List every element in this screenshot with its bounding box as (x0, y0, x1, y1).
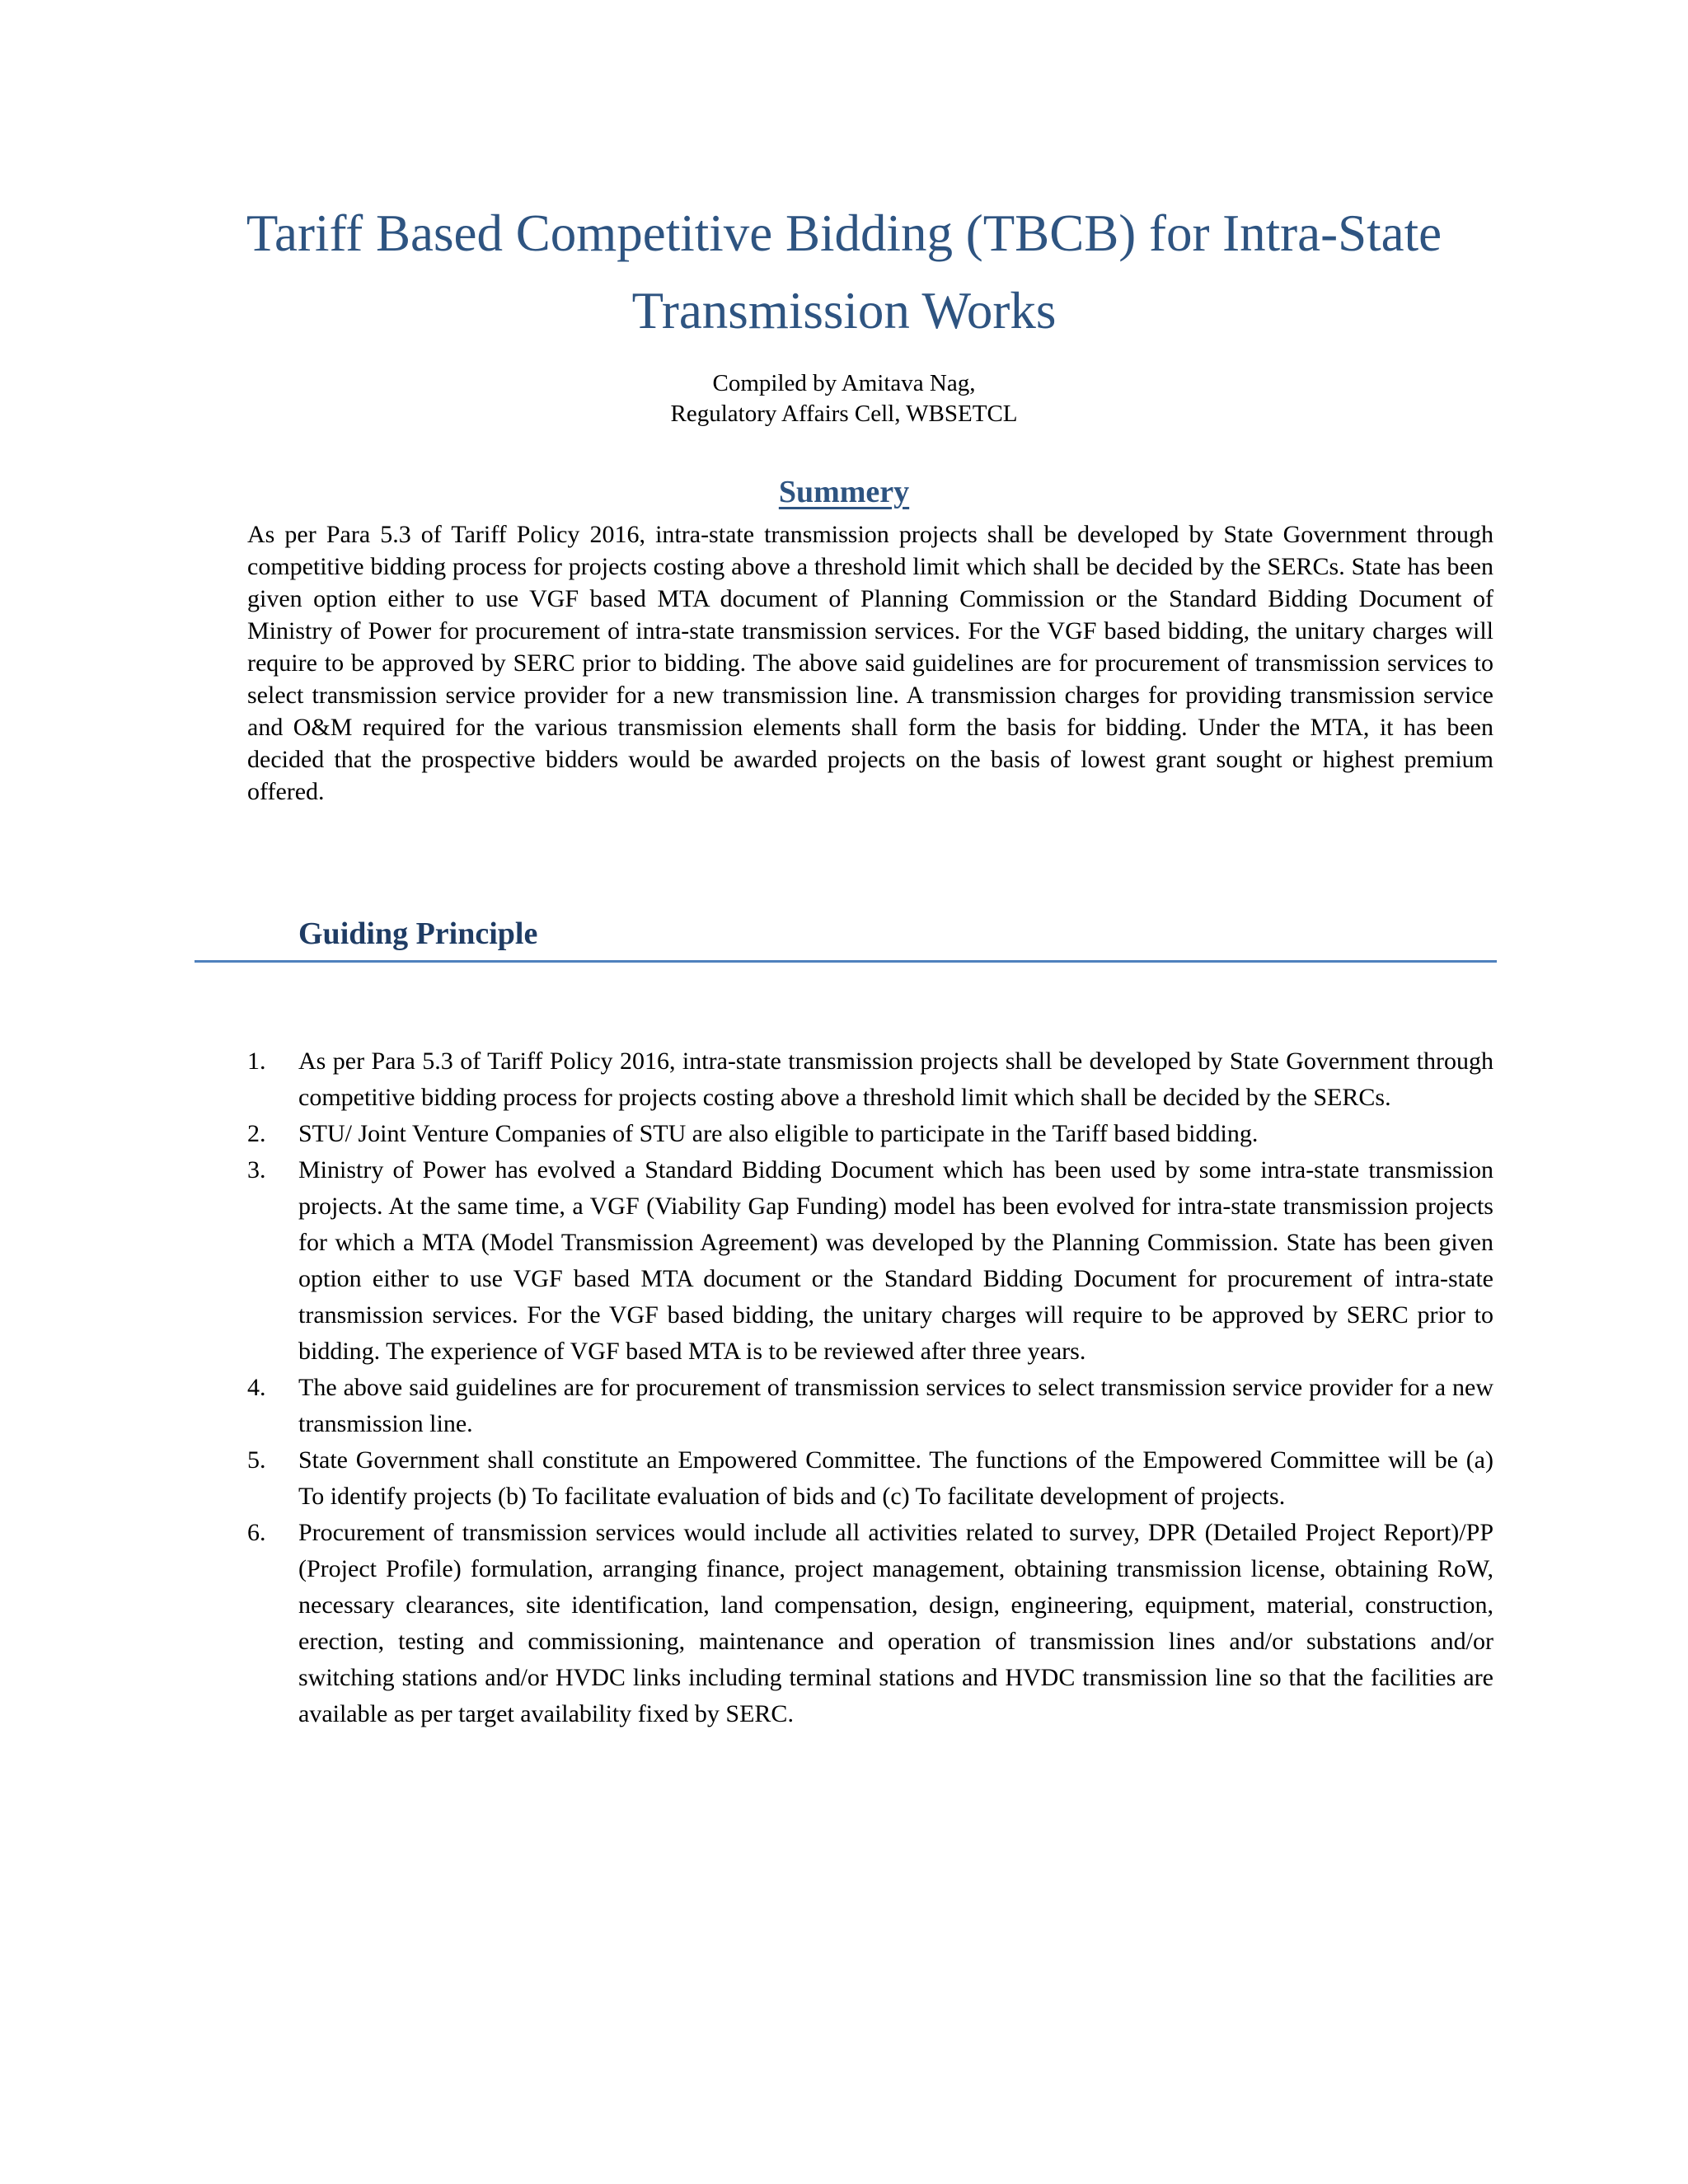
principle-number: 1. (247, 1047, 266, 1075)
principles-list (247, 1043, 1493, 1732)
principle-item (247, 1515, 1493, 1732)
summary-heading: Summery (778, 475, 910, 509)
principle-item (247, 1116, 1493, 1152)
organization: Regulatory Affairs Cell, WBSETCL (670, 401, 1018, 427)
document-title (198, 194, 1490, 349)
document-title-line-2: Transmission Works (631, 282, 1057, 340)
author-credits (528, 368, 1160, 429)
section-divider (195, 960, 1497, 963)
principle-text: State Government shall constitute an Empowered Committee. The functions of the Empowered Committee will be (a) To identify projects (b) To facilitate evaluation of bids and (c) To facilitate development of projects. (298, 1446, 1493, 1510)
principle-text: Procurement of transmission services would include all activities related to survey, DPR (Detailed Project Report)/PP (Project Profile) formulation, arranging finance, project management, obtaining transmission license, obtaining RoW, necessary clearances, site identification, land compensation, design, engineering, equipment, material, construction, erection, testing and commissioning, maintenance and operation of transmission lines and/or substations and/or switching stations and/or HVDC links including terminal stations and HVDC transmission line so that the facilities are available as per target availability fixed by SERC. (298, 1519, 1493, 1727)
principle-number: 4. (247, 1374, 266, 1401)
summary-paragraph: As per Para 5.3 of Tariff Policy 2016, intra-state transmission projects shall be developed by State Government through competitive bidding process for projects costing above a threshold limit which shall be decided by the SERCs. State has been given option either to use VGF based MTA document of Planning Commission or the Standard Bidding Document of Ministry of Power for procurement of intra-state transmission services. For the VGF based bidding, the unitary charges will require to be approved by SERC prior to bidding. The above said guidelines are for procurement of transmission services to select transmission service provider for a new transmission line. A transmission charges for providing transmission service and O&M required for the various transmission elements shall form the basis for bidding. Under the MTA, it has been decided that the prospective bidders would be awarded projects on the basis of lowest grant sought or highest premium offered. (247, 521, 1493, 805)
principle-text: STU/ Joint Venture Companies of STU are also eligible to participate in the Tariff based bidding. (298, 1120, 1259, 1147)
principle-number: 3. (247, 1156, 266, 1183)
principle-number: 2. (247, 1120, 266, 1147)
document-title-line-1: Tariff Based Competitive Bidding (TBCB) for Intra-State (246, 204, 1442, 262)
guiding-principle-heading: Guiding Principle (298, 916, 538, 951)
principle-text: As per Para 5.3 of Tariff Policy 2016, intra-state transmission projects shall be developed by State Government through competitive bidding process for projects costing above a threshold limit which shall be decided by the SERCs. (298, 1047, 1493, 1111)
principle-text: The above said guidelines are for procurement of transmission services to select transmission service provider for a new transmission line. (298, 1374, 1493, 1437)
principle-item (247, 1043, 1493, 1116)
principle-item (247, 1370, 1493, 1442)
principle-number: 5. (247, 1446, 266, 1474)
principle-text: Ministry of Power has evolved a Standard Bidding Document which has been used by some intra-state transmission projects. At the same time, a VGF (Viability Gap Funding) model has been evolved for intra-state transmission projects for which a MTA (Model Transmission Agreement) was developed by the Planning Commission. State has been given option either to use VGF based MTA document or the Standard Bidding Document for procurement of intra-state transmission services. For the VGF based bidding, the unitary charges will require to be approved by SERC prior to bidding. The experience of VGF based MTA is to be reviewed after three years. (298, 1156, 1493, 1365)
principle-number: 6. (247, 1519, 266, 1546)
principle-item (247, 1442, 1493, 1515)
principle-item (247, 1152, 1493, 1370)
compiled-by: Compiled by Amitava Nag, (712, 370, 976, 396)
